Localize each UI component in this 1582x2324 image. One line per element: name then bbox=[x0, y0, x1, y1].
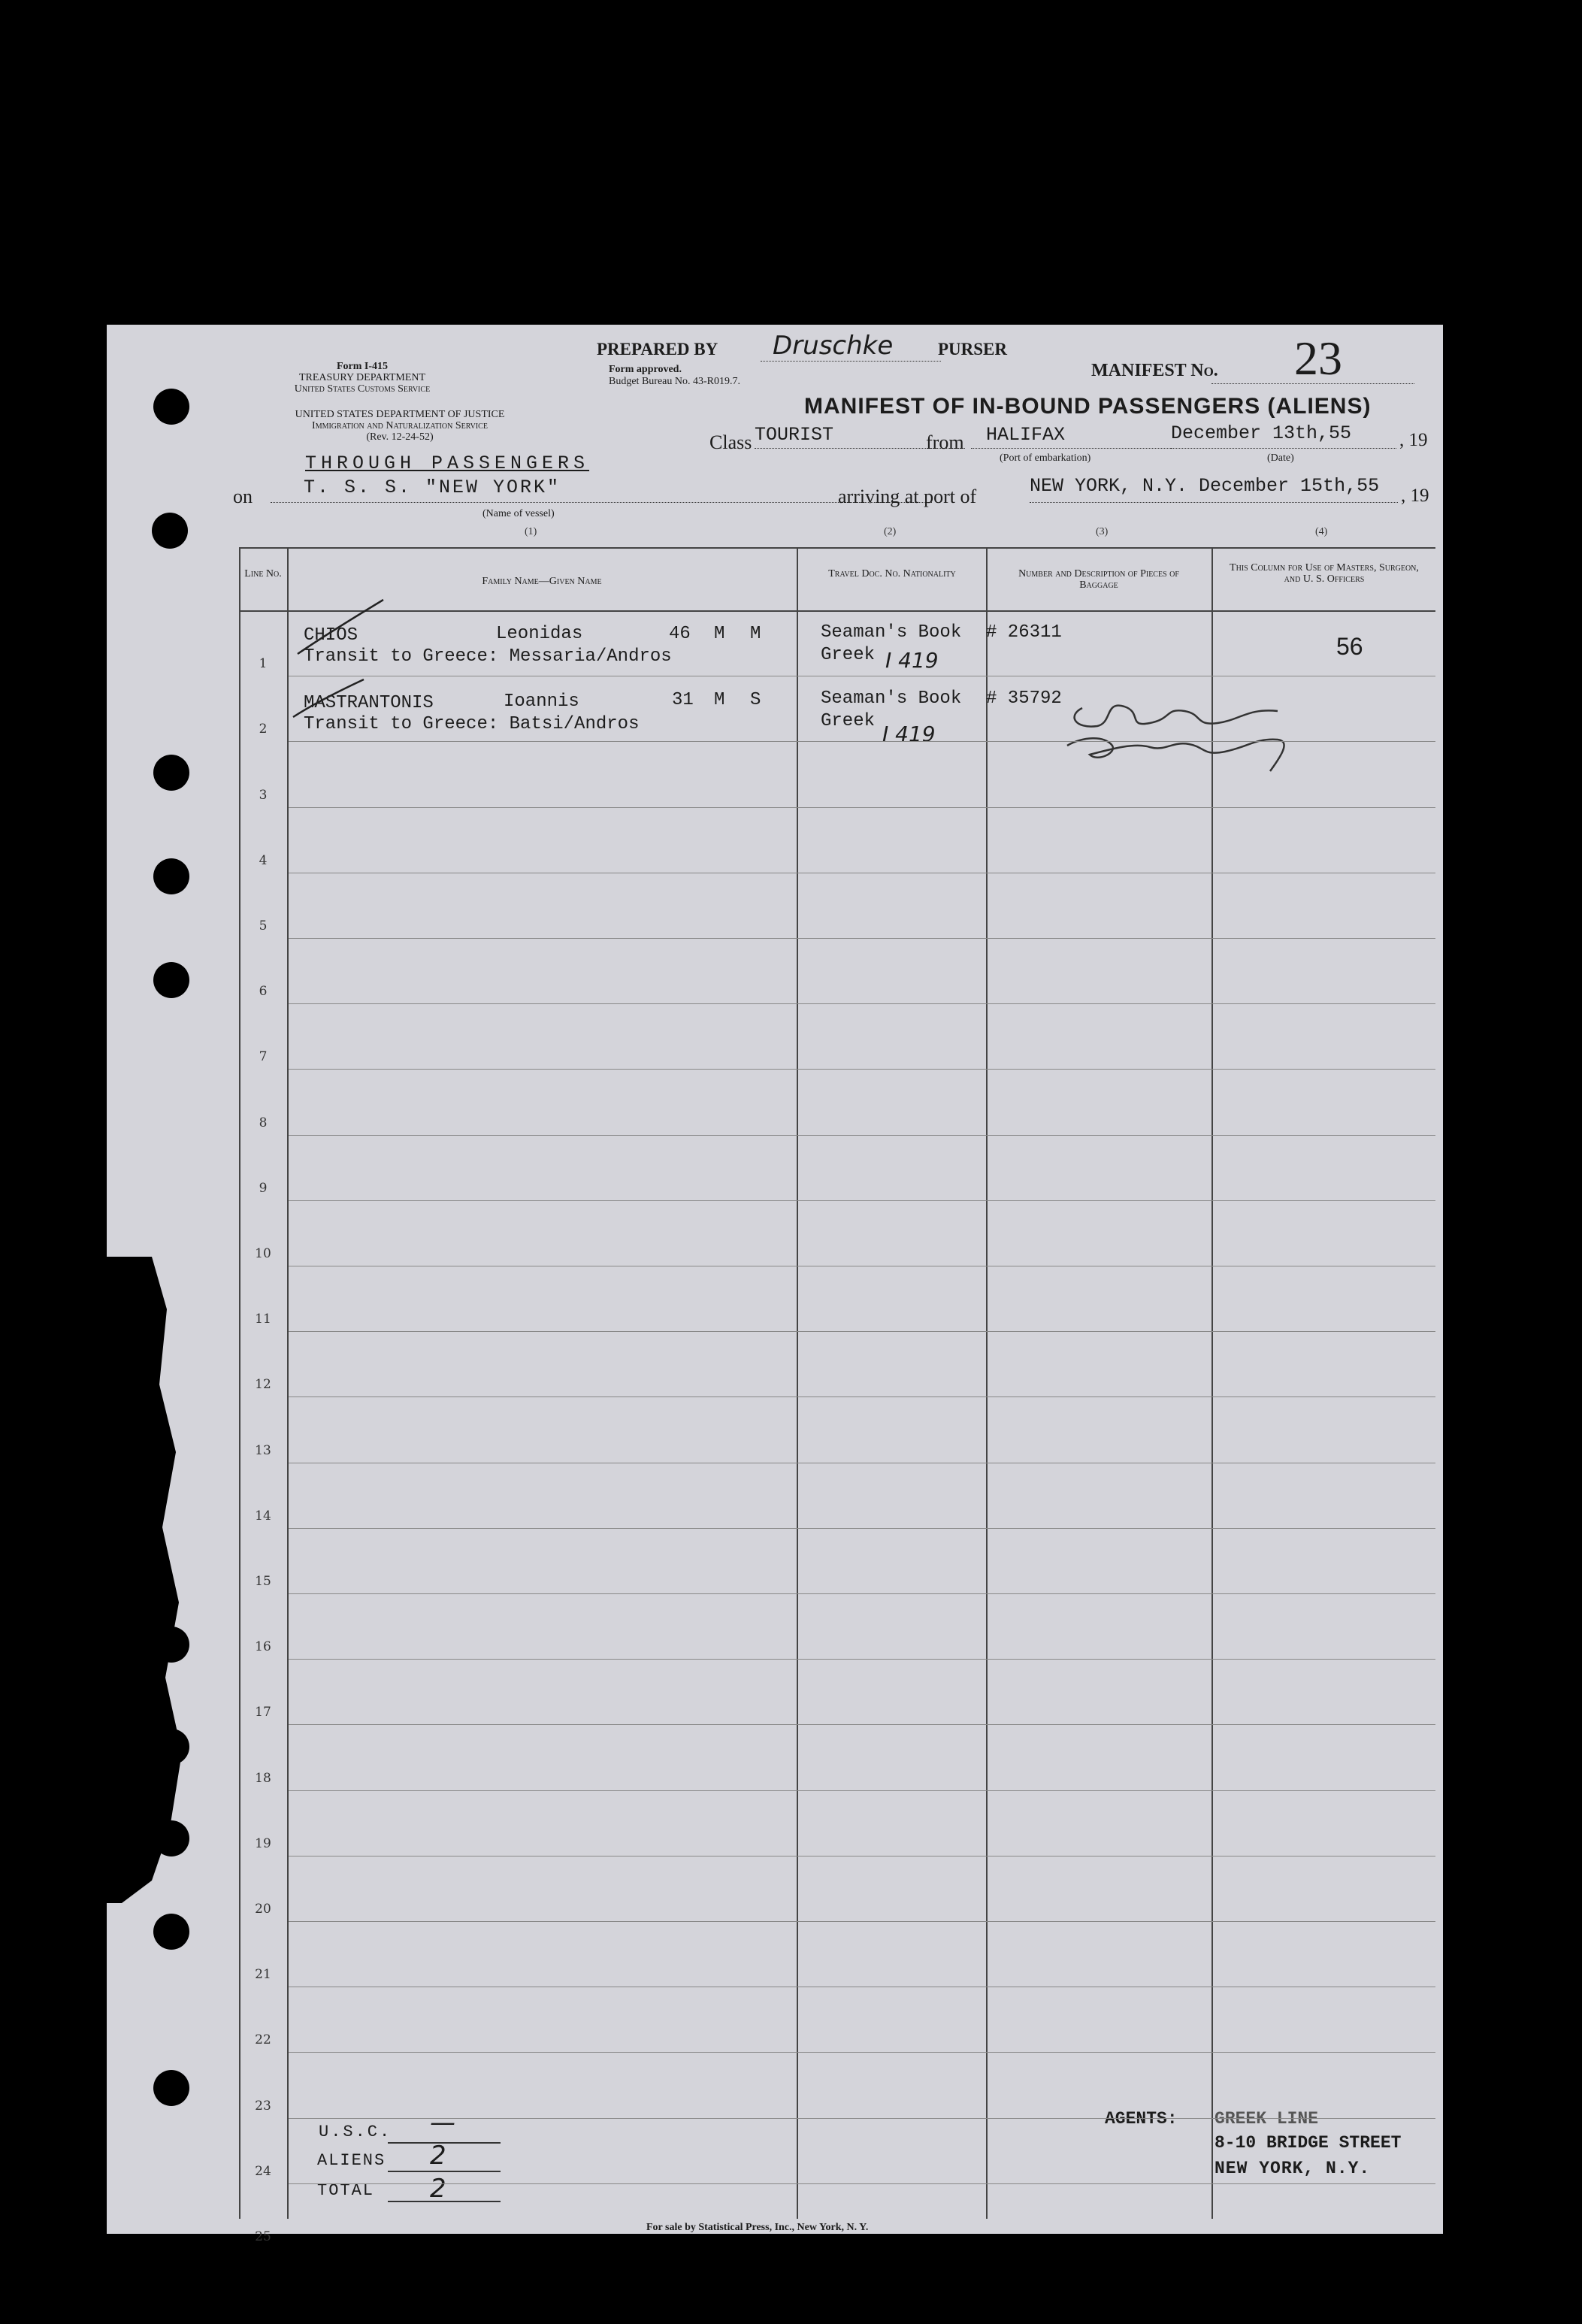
entry-2-baggage: # 35792 bbox=[986, 688, 1062, 709]
entry-2-age: 31 bbox=[672, 690, 694, 710]
header-line-no: Line No. bbox=[244, 568, 282, 579]
entry-2-travel-doc: Seaman's Book bbox=[821, 688, 962, 709]
punch-hole bbox=[152, 513, 188, 549]
line-number: 10 bbox=[255, 1246, 271, 1261]
row-rule bbox=[289, 2052, 1435, 2053]
entry-1-travel-doc: Seaman's Book bbox=[821, 622, 962, 643]
line-number: 24 bbox=[255, 2163, 271, 2179]
entry-1-given-name: Leonidas bbox=[496, 624, 583, 644]
class-value: TOURIST bbox=[755, 424, 834, 446]
vessel-name: T. S. S. "NEW YORK" bbox=[304, 477, 561, 498]
through-passengers: THROUGH PASSENGERS bbox=[305, 452, 590, 474]
purser-label: PURSER bbox=[938, 340, 1008, 359]
aliens-label: ALIENS bbox=[317, 2151, 386, 2170]
vessel-underline bbox=[271, 502, 932, 503]
col-number-3: (3) bbox=[1096, 526, 1109, 537]
entry-2-marital: S bbox=[750, 690, 761, 710]
printer-credit: For sale by Statistical Press, Inc., New York, N. Y. bbox=[646, 2222, 869, 2233]
line-number: 7 bbox=[259, 1049, 268, 1065]
from-label: from bbox=[926, 431, 964, 453]
line-number: 13 bbox=[255, 1442, 271, 1458]
row-rule bbox=[289, 1921, 1435, 1922]
line-number: 16 bbox=[255, 1639, 271, 1655]
total-value: 2 bbox=[430, 2174, 446, 2204]
entry-1-nationality: Greek bbox=[821, 645, 876, 665]
header-name: Family Name—Given Name bbox=[482, 576, 602, 587]
customs-service: United States Customs Service bbox=[294, 383, 431, 395]
revision: (Rev. 12-24-52) bbox=[366, 431, 434, 443]
arrival-port-date: NEW YORK, N.Y. December 15th,55 bbox=[1030, 475, 1380, 497]
ins-service: Immigration and Naturalization Service bbox=[312, 420, 488, 431]
prepared-by-underline bbox=[761, 361, 941, 362]
from-value: HALIFAX bbox=[986, 424, 1066, 446]
entry-1-transit: Transit to Greece: Messaria/Andros bbox=[304, 646, 672, 667]
manifest-underline bbox=[1211, 383, 1414, 384]
entry-1-family-name: CHIOS bbox=[304, 625, 358, 646]
header-travel-doc: Travel Doc. No. Nationality bbox=[828, 568, 956, 579]
arriving-label: arriving at port of bbox=[838, 486, 977, 507]
row-rule bbox=[289, 1331, 1435, 1332]
col-number-1: (1) bbox=[525, 526, 537, 537]
line-number: 3 bbox=[259, 787, 268, 803]
departure-date-suffix: , 19 bbox=[1399, 430, 1428, 450]
row-rule bbox=[289, 1593, 1435, 1594]
aliens-value: 2 bbox=[430, 2141, 446, 2171]
entry-1-baggage: # 26311 bbox=[986, 622, 1062, 643]
departure-date: December 13th,55 bbox=[1171, 422, 1352, 444]
entry-1-age: 46 bbox=[669, 624, 691, 644]
row-rule bbox=[289, 1135, 1435, 1136]
entry-1-sex: M bbox=[714, 624, 725, 644]
line-number: 12 bbox=[255, 1377, 271, 1393]
agents-line-1: GREEK LINE bbox=[1214, 2109, 1319, 2129]
inspector-signature bbox=[1052, 693, 1338, 776]
entry-2-sex: M bbox=[714, 690, 725, 710]
row-rule bbox=[289, 1724, 1435, 1725]
line-number: 21 bbox=[255, 1967, 271, 1983]
row-rule bbox=[289, 938, 1435, 939]
line-number: 17 bbox=[255, 1705, 271, 1720]
travel-doc-divider bbox=[986, 547, 988, 2219]
treasury-dept: TREASURY DEPARTMENT bbox=[298, 372, 426, 383]
manifest-page bbox=[107, 325, 1443, 2244]
line-number: 20 bbox=[255, 1902, 271, 1917]
total-label: TOTAL bbox=[317, 2181, 375, 2200]
line-number: 6 bbox=[259, 984, 268, 1000]
line-number: 23 bbox=[255, 2098, 271, 2114]
col-number-4: (4) bbox=[1315, 526, 1328, 537]
budget-bureau: Budget Bureau No. 43-R019.7. bbox=[609, 376, 740, 387]
entry-1-officer-note: 56 bbox=[1336, 633, 1363, 660]
torn-edge bbox=[107, 1257, 197, 1978]
justice-block bbox=[234, 409, 565, 443]
row-rule bbox=[289, 741, 1435, 742]
manifest-label: MANIFEST No. bbox=[1091, 361, 1218, 380]
line-number: 14 bbox=[255, 1508, 271, 1524]
usc-value: — bbox=[430, 2108, 455, 2138]
from-underline bbox=[971, 448, 1196, 449]
row-rule bbox=[289, 807, 1435, 808]
line-number: 11 bbox=[255, 1312, 271, 1327]
table-top-border bbox=[239, 547, 1435, 549]
punch-hole bbox=[153, 389, 189, 425]
port-caption: (Port of embarkation) bbox=[1000, 452, 1091, 464]
line-number: 15 bbox=[255, 1574, 271, 1589]
date-caption: (Date) bbox=[1267, 452, 1294, 464]
line-number: 25 bbox=[255, 2229, 271, 2244]
table-left-border bbox=[239, 547, 240, 2219]
entry-1-doc-annotation: I 419 bbox=[885, 648, 939, 673]
class-label: Class bbox=[709, 431, 752, 453]
line-number: 8 bbox=[259, 1115, 268, 1130]
form-block bbox=[265, 361, 460, 395]
punch-hole bbox=[153, 858, 189, 894]
line-number: 22 bbox=[255, 2032, 271, 2048]
form-approved: Form approved. bbox=[609, 364, 682, 375]
entry-1-marital: M bbox=[750, 624, 761, 644]
prepared-by-value: Druschke bbox=[773, 331, 894, 361]
line-number: 1 bbox=[259, 656, 268, 672]
line-number: 18 bbox=[255, 1770, 271, 1786]
col-number-2: (2) bbox=[884, 526, 897, 537]
entry-2-family-name: MASTRANTONIS bbox=[304, 693, 434, 713]
line-number: 5 bbox=[259, 918, 268, 934]
vessel-caption: (Name of vessel) bbox=[482, 508, 555, 519]
row-rule bbox=[289, 1528, 1435, 1529]
entry-2-nationality: Greek bbox=[821, 711, 876, 731]
agents-label: AGENTS: bbox=[1105, 2109, 1178, 2129]
row-rule bbox=[289, 1200, 1435, 1201]
line-number: 4 bbox=[259, 852, 268, 868]
header-officers: This Column for Use of Masters, Surgeon, and U. S. Officers bbox=[1230, 562, 1419, 585]
row-rule bbox=[289, 1659, 1435, 1660]
manifest-title: MANIFEST OF IN-BOUND PASSENGERS (ALIENS) bbox=[804, 394, 1372, 419]
agents-line-3: NEW YORK, N.Y. bbox=[1214, 2159, 1371, 2178]
table-header-border bbox=[239, 610, 1435, 612]
justice-dept: UNITED STATES DEPARTMENT OF JUSTICE bbox=[295, 409, 505, 420]
checkmark-2 bbox=[292, 675, 367, 720]
entry-2-transit: Transit to Greece: Batsi/Andros bbox=[304, 714, 640, 734]
row-rule bbox=[289, 1790, 1435, 1791]
header-baggage: Number and Description of Pieces of Baggage bbox=[1018, 568, 1179, 591]
manifest-number: 23 bbox=[1294, 331, 1342, 385]
arrival-underline bbox=[1030, 502, 1398, 503]
usc-label: U.S.C. bbox=[319, 2123, 392, 2141]
punch-hole bbox=[153, 755, 189, 791]
form-number: Form I-415 bbox=[336, 361, 389, 372]
entry-2-doc-annotation: I 419 bbox=[882, 722, 936, 746]
baggage-divider bbox=[1211, 547, 1213, 2219]
line-number: 9 bbox=[259, 1180, 268, 1196]
line-no-divider bbox=[287, 547, 289, 2219]
row-rule bbox=[289, 2118, 1435, 2119]
line-number: 19 bbox=[255, 1835, 271, 1851]
prepared-by-label: PREPARED BY bbox=[597, 340, 718, 359]
on-label: on bbox=[233, 486, 253, 507]
line-number: 2 bbox=[259, 722, 268, 737]
punch-hole bbox=[153, 2070, 189, 2106]
punch-hole bbox=[153, 962, 189, 998]
agents-line-2: 8-10 BRIDGE STREET bbox=[1214, 2133, 1402, 2153]
name-divider bbox=[797, 547, 798, 2219]
aliens-underline bbox=[388, 2171, 501, 2172]
checkmark-1 bbox=[296, 597, 386, 657]
date-underline bbox=[1171, 448, 1396, 449]
total-underline bbox=[388, 2201, 501, 2202]
arrival-date-suffix: , 19 bbox=[1401, 486, 1429, 506]
entry-2-given-name: Ioannis bbox=[504, 691, 579, 712]
row-rule bbox=[289, 1069, 1435, 1070]
row-rule bbox=[289, 1003, 1435, 1004]
row-rule bbox=[289, 2183, 1435, 2184]
